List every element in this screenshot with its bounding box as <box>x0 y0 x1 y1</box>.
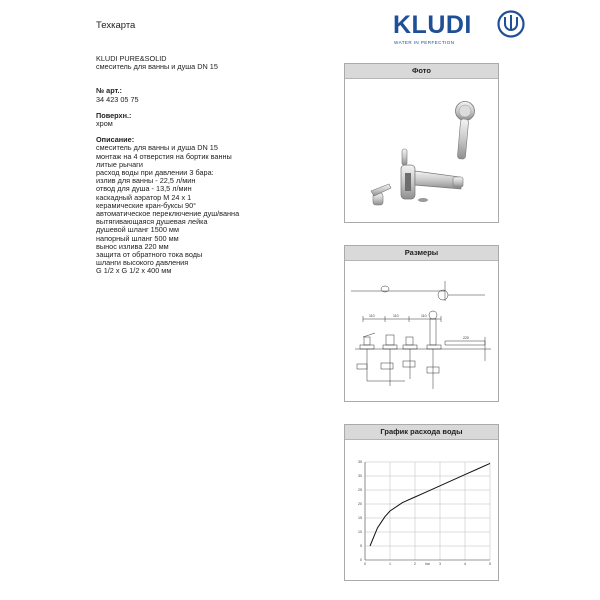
flow-chart-panel <box>344 424 499 581</box>
x-tick-label: 2 <box>414 562 416 566</box>
description-line: каскадный аэратор М 24 х 1 <box>96 192 192 202</box>
description-line: излив для ванны - 22,5 л/мин <box>96 176 196 186</box>
x-tick-label: 3 <box>439 562 441 566</box>
surface-value: хром <box>96 119 113 129</box>
svg-text:110: 110 <box>393 314 399 318</box>
y-tick-label: 15 <box>358 516 362 521</box>
flow-chart-panel-title: График расхода воды <box>345 425 498 440</box>
mixer-lever <box>371 184 391 205</box>
description-line: смеситель для ванны и душа DN 15 <box>96 143 218 153</box>
description-line: монтаж на 4 отверстия на бортик ванны <box>96 151 232 161</box>
logo-wordmark: KLUDI <box>393 11 472 39</box>
description-line: литые рычаги <box>96 159 143 169</box>
y-tick-label: 35 <box>358 460 362 465</box>
product-name: KLUDI PURE&SOLID <box>96 54 167 63</box>
dimensions-panel-title: Размеры <box>345 246 498 261</box>
svg-text:110: 110 <box>421 314 427 318</box>
description-line: G 1/2 х G 1/2 x 400 мм <box>96 266 172 276</box>
description-line: душевой шланг 1500 мм <box>96 225 179 235</box>
description-line: автоматическое переключение душ/ванна <box>96 209 240 219</box>
dimension-drawing <box>345 261 498 401</box>
spout <box>401 165 461 202</box>
svg-text:220: 220 <box>463 336 469 340</box>
y-tick-label: 30 <box>358 474 362 479</box>
article-label: № арт.: <box>96 86 122 96</box>
y-tick-label: 25 <box>358 488 362 493</box>
x-axis-label: bar <box>425 562 430 566</box>
description-line: отвод для душа - 13,5 л/мин <box>96 184 192 194</box>
description-line: вытягивающаяся душевая лейка <box>96 217 208 227</box>
photo-panel-title: Фото <box>345 64 498 79</box>
product-subtitle: смеситель для ванны и душа DN 15 <box>96 62 218 72</box>
photo-panel <box>344 63 499 223</box>
shower-holder <box>453 177 463 187</box>
hand-shower <box>456 102 475 160</box>
description-line: защита от обратного тока воды <box>96 250 203 260</box>
faucet-photo <box>345 79 498 222</box>
description-line: расход воды при давлении 3 бара: <box>96 168 214 178</box>
x-tick-label: 1 <box>389 562 391 566</box>
diverter-knob <box>402 149 407 165</box>
product-info <box>96 55 326 276</box>
logo-tagline: WATER IN PERFECTION <box>394 40 455 45</box>
description-line: керамические кран-буксы 90° <box>96 200 197 210</box>
description-line: вынос излива 220 мм <box>96 241 169 251</box>
y-tick-label: 10 <box>358 530 362 535</box>
description-line: напорный шланг 500 мм <box>96 233 179 243</box>
flow-chart <box>345 440 498 580</box>
x-tick-label: 0 <box>364 562 366 566</box>
description-list <box>96 144 326 275</box>
y-tick-label: 0 <box>360 558 362 563</box>
description-label: Описание: <box>96 135 135 145</box>
description-line: шланги высокого давления <box>96 258 189 268</box>
y-tick-label: 5 <box>360 544 362 549</box>
x-tick-label: 4 <box>464 562 466 566</box>
x-tick-label: 5 <box>489 562 491 566</box>
surface-label: Поверхн.: <box>96 110 132 120</box>
kludi-logo <box>393 10 533 46</box>
dimensions-panel <box>344 245 499 402</box>
y-tick-label: 20 <box>358 502 362 507</box>
kludi-emblem-icon <box>497 10 525 38</box>
document-title: Техкарта <box>96 20 136 31</box>
article-value: 34 423 05 75 <box>96 94 139 104</box>
svg-text:110: 110 <box>369 314 375 318</box>
